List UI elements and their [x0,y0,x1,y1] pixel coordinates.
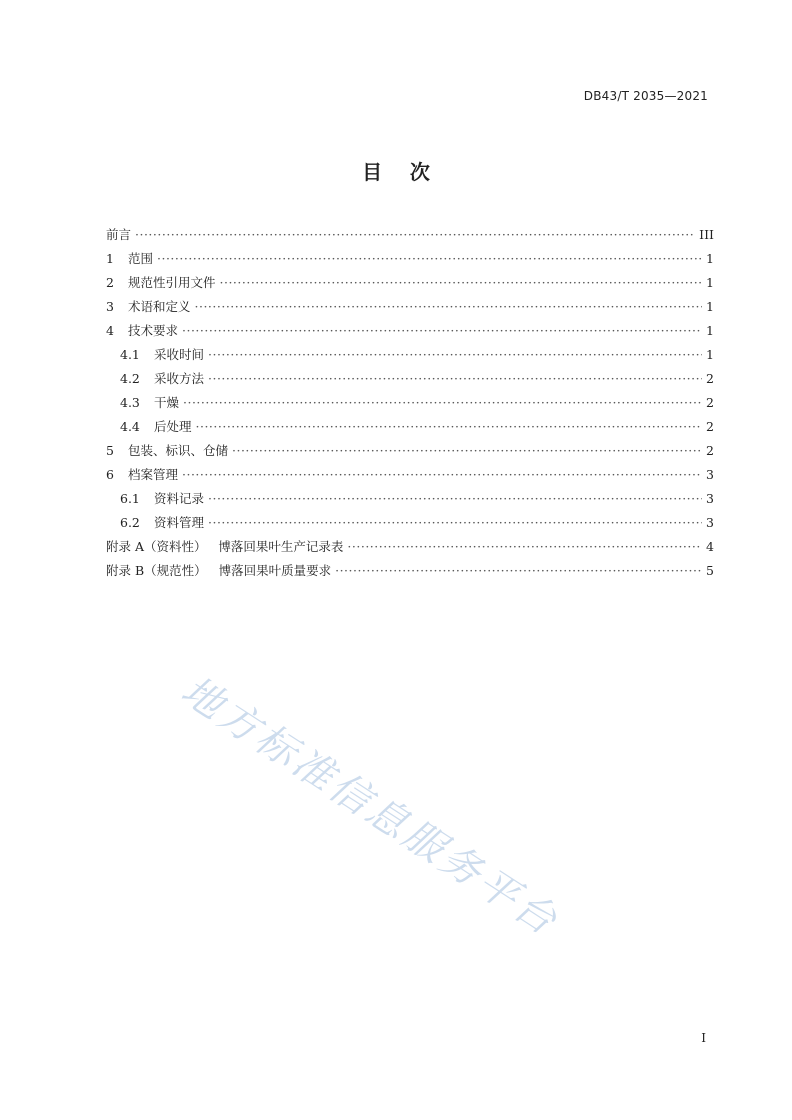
toc-entry-page: 1 [706,251,714,266]
toc-entry-number: 4.2 [120,371,140,386]
toc-entry-appendix-b[interactable] [106,559,714,583]
page-number: I [701,1031,706,1045]
toc-entry-label: 规范性引用文件 [128,275,216,290]
toc-entry-scope[interactable] [106,247,714,271]
dot-leader [208,487,702,511]
toc-entry-page: 1 [706,275,714,290]
toc-entry-label: 附录 A（资料性） 博落回果叶生产记录表 [106,539,344,554]
toc-entry-page: 2 [706,419,714,434]
toc-entry-page: 4 [706,539,714,554]
table-of-contents [106,223,714,583]
toc-entry-packaging[interactable] [106,439,714,463]
toc-entry-label: 干燥 [154,395,180,410]
toc-entry-label: 资料记录 [154,491,205,506]
toc-entry-label: 技术要求 [128,323,179,338]
toc-entry-page: 3 [706,491,714,506]
toc-entry-page: 2 [706,395,714,410]
toc-entry-number: 4.4 [120,419,140,434]
page-title: 目 次 [362,160,430,184]
toc-entry-normative-references[interactable] [106,271,714,295]
toc-entry-page: 2 [706,443,714,458]
toc-entry-number: 5 [106,443,114,458]
watermark: 地方标准信息服务平台 [173,667,568,946]
toc-entry-label: 采收方法 [154,371,205,386]
dot-leader [135,223,695,247]
document-code: DB43/T 2035—2021 [583,89,708,103]
toc-entry-drying[interactable] [106,391,714,415]
toc-entry-page: 5 [706,563,714,578]
dot-leader [183,391,702,415]
toc-entry-label: 术语和定义 [128,299,191,314]
toc-entry-number: 3 [106,299,114,314]
dot-leader [232,439,702,463]
dot-leader [195,295,703,319]
dot-leader [347,535,702,559]
toc-entry-label: 包装、标识、仓储 [128,443,229,458]
toc-entry-number: 4 [106,323,114,338]
toc-entry-number: 1 [106,251,114,266]
dot-leader [220,271,703,295]
dot-leader [196,415,703,439]
toc-entry-harvest-time[interactable] [106,343,714,367]
dot-leader [335,559,702,583]
toc-entry-number: 6.2 [120,515,140,530]
toc-entry-number: 6 [106,467,114,482]
toc-entry-page: 1 [706,347,714,362]
dot-leader [208,511,702,535]
toc-entry-records-management[interactable] [106,463,714,487]
toc-entry-page: 3 [706,467,714,482]
toc-entry-page: 3 [706,515,714,530]
toc-entry-foreword[interactable] [106,223,714,247]
toc-entry-label: 采收时间 [154,347,205,362]
toc-entry-page: 1 [706,299,714,314]
toc-entry-technical-requirements[interactable] [106,319,714,343]
toc-entry-post-processing[interactable] [106,415,714,439]
toc-entry-label: 附录 B（规范性） 博落回果叶质量要求 [106,563,332,578]
toc-entry-label: 后处理 [154,419,192,434]
toc-entry-label: 档案管理 [128,467,179,482]
dot-leader [157,247,702,271]
toc-entry-label: 范围 [128,251,154,266]
toc-entry-page: 2 [706,371,714,386]
toc-entry-data-recording[interactable] [106,487,714,511]
toc-entry-number: 2 [106,275,114,290]
toc-entry-appendix-a[interactable] [106,535,714,559]
dot-leader [182,319,702,343]
toc-entry-number: 4.3 [120,395,140,410]
toc-entry-data-management[interactable] [106,511,714,535]
toc-entry-harvest-method[interactable] [106,367,714,391]
toc-entry-number: 4.1 [120,347,140,362]
toc-entry-terms[interactable] [106,295,714,319]
toc-entry-page: 1 [706,323,714,338]
dot-leader [208,343,702,367]
dot-leader [208,367,702,391]
toc-entry-label: 前言 [106,227,132,242]
toc-entry-label: 资料管理 [154,515,205,530]
dot-leader [182,463,702,487]
toc-entry-page: III [699,227,714,242]
toc-entry-number: 6.1 [120,491,140,506]
